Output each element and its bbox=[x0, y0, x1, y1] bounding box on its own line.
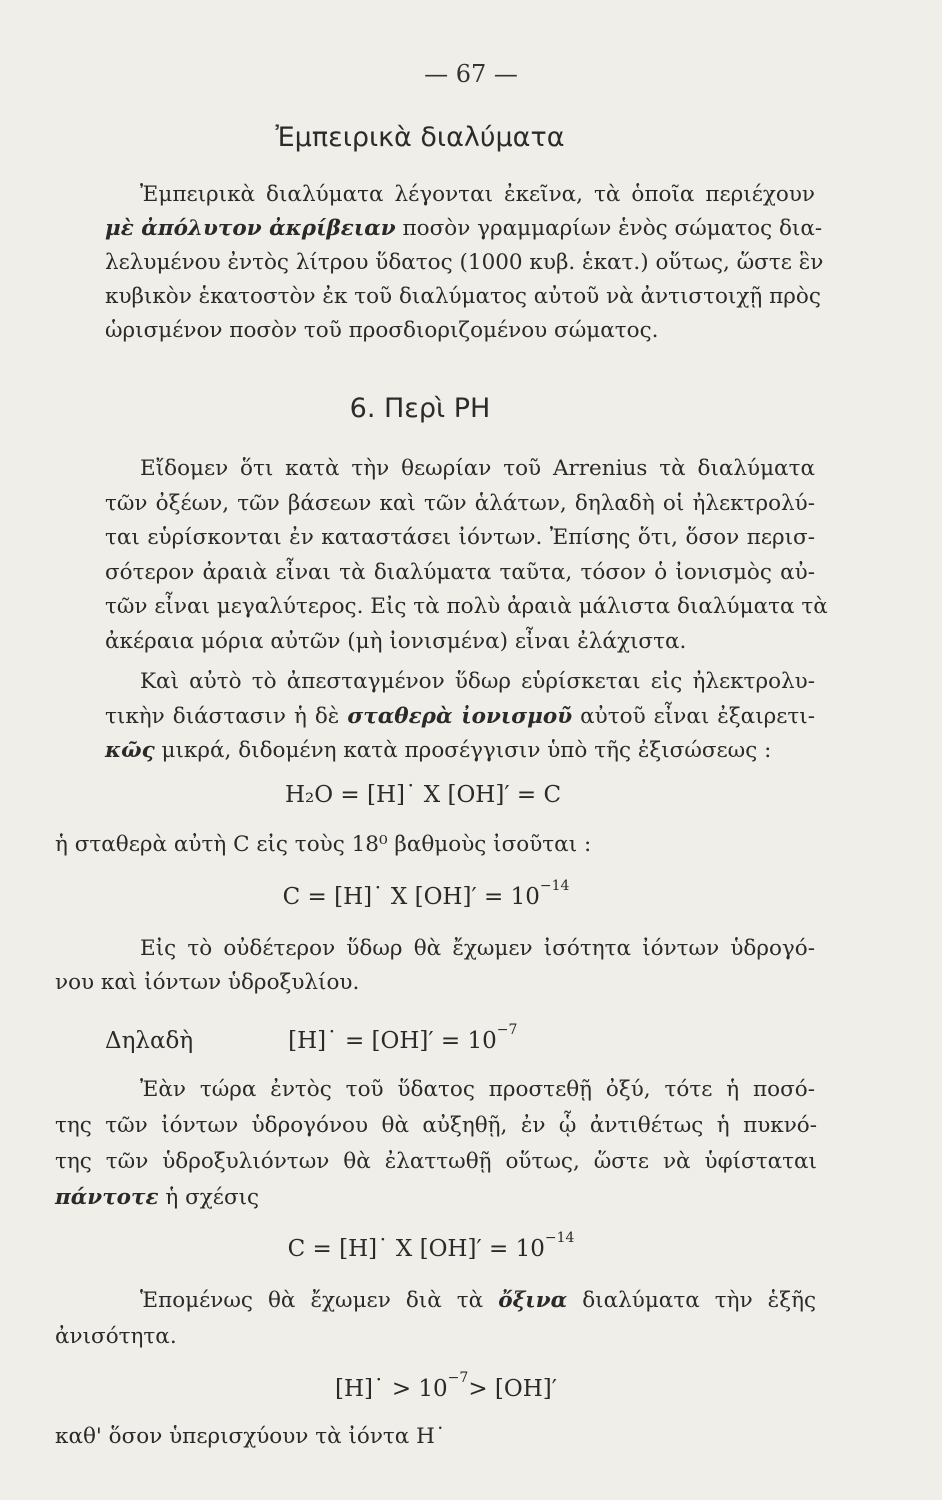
paragraph-empirical-solutions bbox=[105, 178, 824, 348]
text-line: Εἴδομεν ὅτι κατὰ τὴν θεωρίαν τοῦ Arrenius τὰ διαλύματα bbox=[140, 456, 815, 481]
text-line: λελυμένου ἐντὸς λίτρου ὕδατος (1000 κυβ. ἑκατ.) οὕτως, ὥστε ἓν bbox=[105, 250, 824, 275]
formula-text: C = [H]˙ X [OH]′ = 10 bbox=[287, 1236, 545, 1262]
text-line: νου καὶ ἰόντων ὑδροξυλίου. bbox=[55, 970, 360, 995]
formula-label: Δηλαδὴ bbox=[105, 1028, 194, 1054]
bold-phrase: κῶς bbox=[105, 738, 155, 763]
section-title-empirical-solutions: Ἐμπειρικὰ διαλύματα bbox=[275, 122, 565, 153]
formula-ionic-product bbox=[0, 878, 897, 910]
bold-phrase: σταθερὰ ἰονισμοῦ bbox=[347, 703, 573, 729]
paragraph-last-line bbox=[55, 1420, 815, 1454]
text-fragment: διαλύματα τὴν ἑξῆς bbox=[567, 1288, 816, 1313]
text-line bbox=[105, 734, 815, 769]
text-line bbox=[105, 212, 823, 246]
text-line: Ἐὰν τώρα ἐντὸς τοῦ ὕδατος προστεθῇ ὀξύ, τότε ἡ ποσό- bbox=[140, 1077, 815, 1102]
text-line: ἀκέραια μόρια αὐτῶν (μὴ ἰονισμένα) εἶναι ἐλάχιστα. bbox=[105, 628, 687, 654]
text-line: της τῶν ὑδροξυλιόντων θὰ ἐλαττωθῇ οὕτως, ὥστε νὰ ὑφίσταται bbox=[55, 1149, 817, 1174]
text-line bbox=[55, 1180, 815, 1216]
exponent: −14 bbox=[544, 1230, 575, 1246]
paragraph-distilled-water bbox=[105, 665, 815, 769]
text-line: σότερον ἀραιὰ εἶναι τὰ διαλύματα ταῦτα, τόσον ὁ ἰονισμὸς αὐ- bbox=[105, 559, 815, 585]
text-line bbox=[105, 1283, 816, 1319]
section-title-ph: 6. Περὶ PH bbox=[349, 393, 491, 424]
text-line: καθ' ὅσον ὑπερισχύουν τὰ ἰόντα H˙ bbox=[55, 1424, 446, 1449]
formula-text: > [OH]′ bbox=[468, 1376, 557, 1402]
formula-acidic-inequality bbox=[0, 1370, 917, 1402]
text-line: Καὶ αὐτὸ τὸ ἀπεσταγμένον ὕδωρ εὑρίσκεται εἰς ἠλεκτρολυ- bbox=[140, 669, 815, 694]
text-line: Ἐμπειρικὰ διαλύματα λέγονται ἐκεῖνα, τὰ ὁποῖα περιέχουν bbox=[140, 182, 815, 207]
formula-ionic-product-repeat bbox=[0, 1230, 902, 1262]
text-fragment: ἡ σχέσις bbox=[158, 1185, 260, 1210]
formula-water-ionization: H₂O = [H]˙ X [OH]′ = C bbox=[284, 782, 562, 808]
bold-phrase: πάντοτε bbox=[55, 1185, 159, 1210]
text-line: ἡ σταθερὰ αὐτὴ C εἰς τοὺς 18⁰ βαθμοὺς ἰσοῦται : bbox=[55, 832, 592, 857]
text-fragment: Ἑπομένως θὰ ἔχωμεν διὰ τὰ bbox=[140, 1288, 499, 1313]
text-line: ὡρισμένον ποσὸν τοῦ προσδιοριζομένου σώματος. bbox=[105, 318, 659, 343]
paragraph-acid-added bbox=[55, 1072, 817, 1216]
exponent: −7 bbox=[496, 1022, 518, 1038]
text-line: ται εὑρίσκονται ἐν καταστάσει ἰόντων. Ἐπίσης ὅτι, ὅσον περισ- bbox=[105, 525, 815, 550]
text-line bbox=[105, 700, 815, 735]
text-line: της τῶν ἰόντων ὑδρογόνου θὰ αὐξηθῇ, ἐν ᾧ ἀντιθέτως ἡ πυκνό- bbox=[55, 1113, 817, 1138]
exponent: −14 bbox=[539, 878, 570, 894]
text-fragment: τικὴν διάστασιν ἡ δὲ bbox=[105, 703, 348, 729]
text-line: τῶν ὀξέων, τῶν βάσεων καὶ τῶν ἁλάτων, δηλαδὴ οἱ ἠλεκτρολύ- bbox=[105, 490, 815, 516]
formula-text: [H]˙ > 10 bbox=[335, 1376, 448, 1402]
text-line: ἀνισότητα. bbox=[55, 1324, 177, 1349]
formula-neutral bbox=[105, 1022, 705, 1054]
paragraph-acidic-solutions bbox=[55, 1283, 816, 1355]
text-fragment: μικρά, διδομένη κατὰ προσέγγισιν ὑπὸ τῆς ἐξισώσεως : bbox=[154, 738, 772, 763]
bold-phrase: μὲ ἀπόλυτον ἀκρίβειαν bbox=[105, 216, 396, 241]
text-line: τῶν εἶναι μεγαλύτερος. Εἰς τὰ πολὺ ἀραιὰ μάλιστα διαλύματα τὰ bbox=[105, 594, 828, 619]
exponent: −7 bbox=[447, 1370, 469, 1386]
paragraph-arrenius bbox=[105, 452, 828, 659]
page-number: — 67 — bbox=[424, 60, 518, 88]
text-line: κυβικὸν ἑκατοστὸν ἐκ τοῦ διαλύματος αὐτοῦ νὰ ἀντιστοιχῇ πρὸς bbox=[105, 284, 821, 309]
text-line: Εἰς τὸ οὐδέτερον ὕδωρ θὰ ἔχωμεν ἰσότητα ἰόντων ὑδρογό- bbox=[140, 936, 815, 961]
paragraph-constant bbox=[55, 828, 815, 862]
paragraph-neutral-water bbox=[55, 932, 815, 1000]
formula-text: C = [H]˙ X [OH]′ = 10 bbox=[282, 884, 540, 910]
bold-phrase: ὄξινα bbox=[498, 1288, 568, 1313]
text-fragment: ποσὸν γραμμαρίων ἑνὸς σώματος δια- bbox=[395, 216, 823, 241]
formula-text: [H]˙ = [OH]′ = 10 bbox=[288, 1028, 497, 1054]
text-fragment: αὐτοῦ εἶναι ἐξαιρετι- bbox=[572, 703, 815, 729]
